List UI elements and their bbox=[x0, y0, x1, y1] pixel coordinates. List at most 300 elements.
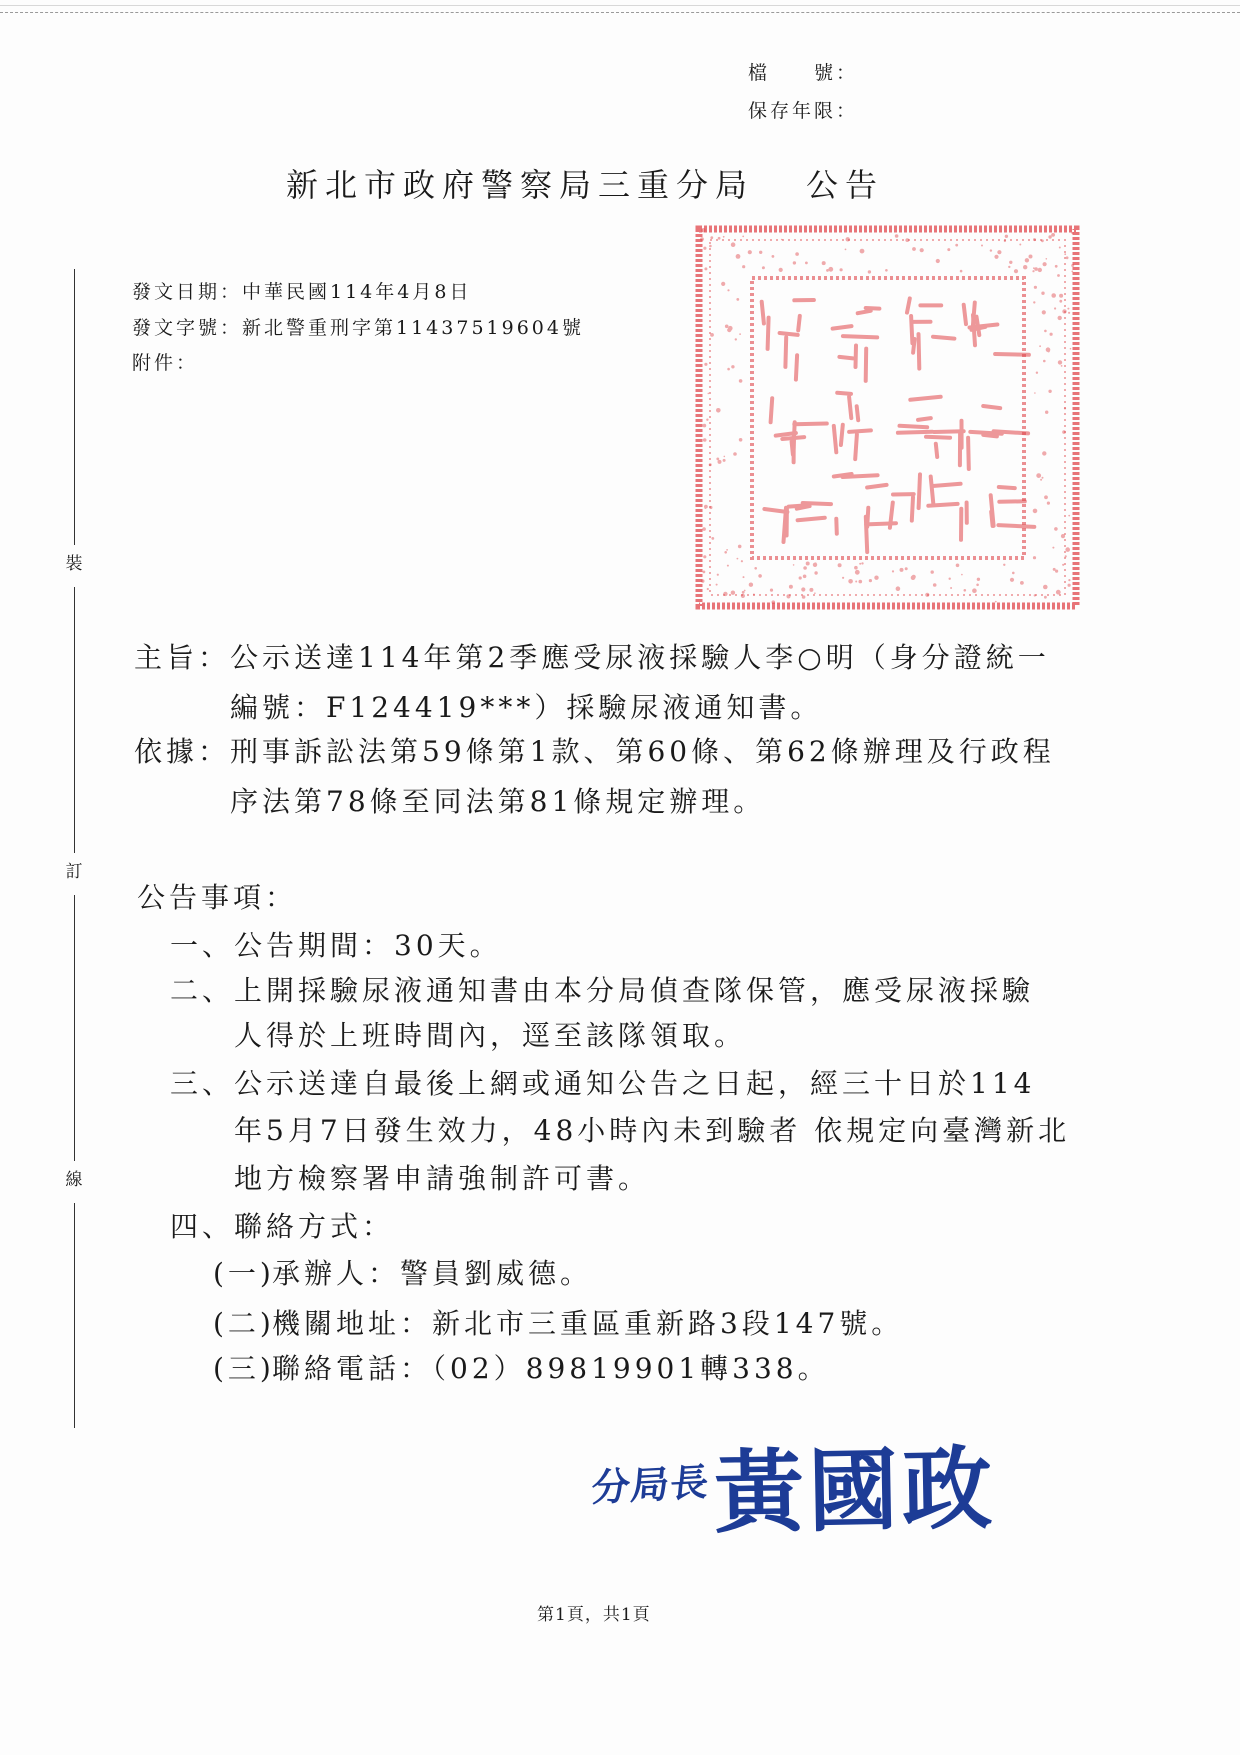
seal-glyph-stroke bbox=[780, 333, 798, 335]
signature-name: 黃國政 bbox=[713, 1435, 997, 1547]
seal-speck bbox=[739, 438, 743, 442]
seal-speck bbox=[1071, 264, 1074, 267]
seal-speck bbox=[770, 589, 773, 592]
seal-speck bbox=[726, 549, 728, 551]
contact-marker: (一) bbox=[213, 1257, 275, 1290]
seal-speck bbox=[892, 570, 894, 572]
seal-glyph-stroke bbox=[784, 508, 787, 542]
seal-glyph-stroke bbox=[919, 474, 920, 508]
seal-glyph-group bbox=[762, 298, 1035, 552]
seal-speck bbox=[960, 270, 963, 273]
notice-item-marker: 二、 bbox=[170, 974, 235, 1007]
seal-speck bbox=[1058, 316, 1062, 320]
seal-speck bbox=[711, 537, 714, 540]
notice-item-marker: 一、 bbox=[170, 929, 235, 962]
seal-glyph-stroke bbox=[973, 303, 975, 330]
seal-speck bbox=[1046, 347, 1051, 352]
seal-glyph-stroke bbox=[867, 508, 868, 527]
seal-speck bbox=[947, 248, 950, 251]
notice-item-line: 公示送達自最後上網或通知公告之日起，經三十日於114 bbox=[234, 1067, 1036, 1100]
seal-speck bbox=[708, 393, 710, 395]
seal-speck bbox=[1058, 360, 1062, 364]
retention-period-label: 保存年限： bbox=[748, 100, 859, 122]
seal-speck bbox=[1010, 578, 1014, 582]
seal-speck bbox=[859, 580, 863, 584]
seal-speck bbox=[1053, 568, 1056, 571]
seal-glyph-stroke bbox=[983, 406, 1000, 408]
seal-speck bbox=[741, 560, 743, 562]
seal-speck bbox=[1059, 300, 1062, 303]
seal-speck bbox=[716, 408, 721, 413]
seal-speck bbox=[1034, 392, 1036, 394]
seal-glyph-stroke bbox=[836, 519, 837, 534]
seal-glyph-stroke bbox=[798, 316, 800, 331]
seal-speck bbox=[803, 575, 807, 579]
seal-speck bbox=[716, 584, 718, 586]
seal-speck bbox=[1033, 556, 1036, 559]
seal-speck bbox=[1071, 271, 1073, 273]
seal-speck bbox=[1012, 572, 1015, 575]
seal-speck bbox=[1062, 430, 1066, 434]
seal-glyph-stroke bbox=[936, 444, 937, 457]
seal-speck bbox=[1065, 547, 1070, 552]
seal-speck bbox=[772, 600, 776, 604]
seal-glyph-stroke bbox=[926, 437, 950, 438]
seal-speck bbox=[724, 551, 727, 554]
seal-speck bbox=[738, 545, 742, 549]
seal-speck bbox=[802, 595, 806, 599]
seal-speck bbox=[707, 588, 709, 590]
seal-speck bbox=[1044, 330, 1047, 333]
seal-speck bbox=[739, 379, 743, 383]
seal-speck bbox=[813, 563, 817, 567]
seal-speck bbox=[1051, 233, 1055, 237]
seal-outer-border-inner-edge bbox=[710, 240, 1065, 595]
seal-speck bbox=[874, 576, 878, 580]
seal-speck bbox=[733, 452, 737, 456]
subject-line: 公示送達114年第2季應受尿液採驗人李○明（身分證統一 bbox=[230, 641, 1050, 674]
seal-speck bbox=[1005, 235, 1008, 238]
seal-speck bbox=[705, 507, 707, 509]
seal-speck bbox=[803, 566, 807, 570]
seal-speck bbox=[779, 268, 783, 272]
seal-glyph-stroke bbox=[776, 433, 796, 436]
seal-speck bbox=[995, 601, 997, 603]
seal-speck bbox=[1034, 286, 1037, 289]
seal-glyph-stroke bbox=[794, 424, 827, 425]
seal-speck bbox=[912, 247, 916, 251]
notice-item-marker: 三、 bbox=[170, 1067, 235, 1100]
seal-glyph-stroke bbox=[900, 426, 928, 428]
seal-speck bbox=[895, 234, 899, 238]
seal-speck bbox=[1046, 258, 1048, 260]
seal-speck bbox=[727, 565, 729, 567]
seal-speck bbox=[1054, 527, 1058, 531]
seal-speck bbox=[1057, 274, 1060, 277]
seal-speck bbox=[716, 458, 719, 461]
seal-speck bbox=[709, 506, 712, 509]
seal-glyph-stroke bbox=[834, 426, 837, 452]
binding-label-top: 裝 bbox=[65, 554, 83, 574]
seal-glyph-stroke bbox=[768, 318, 769, 349]
seal-speck bbox=[781, 239, 783, 241]
seal-glyph-stroke bbox=[789, 505, 808, 506]
contact-marker: (二) bbox=[213, 1307, 275, 1340]
seal-glyph-stroke bbox=[968, 438, 969, 469]
seal-speck bbox=[1036, 473, 1041, 478]
seal-speck bbox=[1033, 509, 1038, 514]
subject-line: 編號：F124419***）採驗尿液通知書。 bbox=[230, 691, 823, 724]
seal-speck bbox=[1042, 477, 1044, 479]
seal-speck bbox=[997, 250, 1001, 254]
seal-speck bbox=[1061, 534, 1065, 538]
attachment-label: 附件： bbox=[132, 352, 199, 374]
seal-speck bbox=[1064, 407, 1066, 409]
seal-speck bbox=[1004, 240, 1006, 242]
seal-glyph-stroke bbox=[798, 518, 825, 521]
seal-speck bbox=[710, 333, 714, 337]
seal-speck bbox=[1068, 312, 1070, 314]
seal-glyph-stroke bbox=[995, 354, 1029, 355]
seal-speck bbox=[710, 236, 713, 239]
seal-speck bbox=[709, 463, 712, 466]
seal-glyph-stroke bbox=[998, 525, 1034, 527]
seal-speck bbox=[1047, 502, 1050, 505]
seal-glyph-stroke bbox=[912, 497, 913, 520]
notice-item-line: 公告期間：30天。 bbox=[234, 929, 502, 962]
seal-speck bbox=[1008, 266, 1010, 268]
seal-speck bbox=[1056, 590, 1061, 595]
seal-speck bbox=[718, 237, 721, 240]
seal-speck bbox=[1054, 307, 1056, 309]
seal-speck bbox=[1059, 247, 1061, 249]
seal-speck bbox=[1034, 594, 1036, 596]
notice-item-marker: 四、 bbox=[170, 1210, 235, 1243]
seal-speck bbox=[735, 338, 737, 340]
seal-speck bbox=[1044, 495, 1048, 499]
seal-speck bbox=[840, 268, 843, 271]
seal-speck bbox=[1070, 348, 1072, 350]
seal-speck bbox=[964, 589, 967, 592]
basis-line: 刑事訴訟法第59條第1款、第60條、第62條辦理及行政程 bbox=[230, 735, 1055, 768]
seal-glyph-stroke bbox=[782, 437, 804, 439]
seal-speck bbox=[721, 282, 725, 286]
seal-speck bbox=[931, 570, 934, 573]
seal-speck bbox=[838, 563, 842, 567]
signature-title: 分局長 bbox=[589, 1458, 712, 1511]
seal-speck bbox=[1023, 265, 1027, 269]
seal-speck bbox=[814, 571, 817, 574]
seal-speck bbox=[754, 567, 757, 570]
seal-glyph-stroke bbox=[841, 425, 843, 445]
notice-item-line: 上開採驗尿液通知書由本分局偵查隊保管，應受尿液採驗 bbox=[234, 974, 1035, 1007]
seal-glyph-stroke bbox=[919, 334, 920, 369]
seal-speck bbox=[753, 594, 755, 596]
seal-speck bbox=[1065, 555, 1067, 557]
seal-speck bbox=[1048, 390, 1051, 393]
seal-speck bbox=[718, 460, 722, 464]
seal-glyph-stroke bbox=[856, 346, 857, 368]
seal-glyph-stroke bbox=[933, 484, 961, 486]
seal-speck bbox=[1064, 253, 1066, 255]
seal-speck bbox=[1050, 333, 1053, 336]
contact-address: 機關地址：新北市三重區重新路3段147號。 bbox=[272, 1307, 904, 1340]
seal-speck bbox=[1067, 308, 1069, 310]
seal-speck bbox=[772, 255, 775, 258]
seal-speck bbox=[789, 585, 793, 589]
seal-speck bbox=[1041, 239, 1044, 242]
page-number: 第1頁，共1頁 bbox=[537, 1605, 651, 1625]
seal-speck bbox=[742, 265, 745, 268]
seal-speck bbox=[814, 592, 816, 594]
seal-glyph-stroke bbox=[855, 434, 857, 459]
seal-glyph-stroke bbox=[837, 393, 851, 394]
seal-speck bbox=[1029, 255, 1033, 259]
seal-speck bbox=[701, 228, 705, 232]
seal-speck bbox=[801, 587, 805, 591]
seal-speck bbox=[703, 247, 706, 250]
seal-speck bbox=[1068, 579, 1070, 581]
seal-speck bbox=[1059, 294, 1063, 298]
seal-speck bbox=[809, 588, 813, 592]
seal-glyph-stroke bbox=[785, 337, 786, 367]
seal-speck bbox=[1042, 451, 1046, 455]
top-dashed-rule bbox=[0, 12, 1240, 13]
seal-speck bbox=[1003, 564, 1005, 566]
seal-speck bbox=[905, 567, 908, 570]
seal-glyph-stroke bbox=[994, 431, 1029, 433]
contact-marker: (三) bbox=[213, 1352, 275, 1385]
basis-label: 依據： bbox=[134, 735, 231, 768]
seal-glyph-stroke bbox=[910, 397, 940, 400]
seal-speck bbox=[1043, 262, 1047, 266]
seal-speck bbox=[731, 242, 736, 247]
seal-speck bbox=[1052, 547, 1054, 549]
seal-speck bbox=[911, 575, 916, 580]
seal-speck bbox=[701, 579, 704, 582]
seal-inner-border bbox=[752, 278, 1024, 558]
seal-speck bbox=[743, 576, 745, 578]
seal-speck bbox=[949, 578, 951, 580]
seal-speck bbox=[860, 249, 865, 254]
seal-speck bbox=[744, 590, 746, 592]
seal-speck bbox=[822, 261, 826, 265]
notice-item-line: 人得於上班時間內，逕至該隊領取。 bbox=[234, 1019, 747, 1052]
seal-glyph-stroke bbox=[983, 435, 997, 437]
seal-speck bbox=[925, 593, 929, 597]
notice-item-line: 年5月7日發生效力，48小時內未到驗者 依規定向臺灣新北 bbox=[234, 1114, 1071, 1147]
seal-speck bbox=[1039, 345, 1041, 347]
reference-number: 發文字號：新北警重刑字第11437519604號 bbox=[132, 317, 584, 339]
seal-speck bbox=[859, 563, 861, 565]
contact-person: 承辦人：警員劉威德。 bbox=[272, 1257, 593, 1290]
seal-speck bbox=[748, 250, 752, 254]
contact-phone: 聯絡電話：（02）89819901轉338。 bbox=[272, 1352, 830, 1385]
seal-speck bbox=[936, 259, 940, 263]
seal-glyph-stroke bbox=[898, 432, 932, 433]
seal-speck bbox=[731, 365, 734, 368]
seal-speck bbox=[1061, 365, 1063, 367]
seal-glyph-stroke bbox=[866, 349, 867, 381]
seal-speck bbox=[905, 238, 909, 242]
seal-speck bbox=[1043, 585, 1048, 590]
seal-speck bbox=[806, 562, 810, 566]
seal-speck bbox=[1020, 581, 1024, 585]
seal-glyph-stroke bbox=[999, 487, 1015, 488]
seal-speck bbox=[700, 237, 704, 241]
seal-speck bbox=[1066, 256, 1069, 259]
issue-date: 發文日期：中華民國114年4月8日 bbox=[132, 281, 472, 303]
seal-glyph-stroke bbox=[913, 339, 915, 353]
basis-line: 序法第78條至同法第81條規定辦理。 bbox=[230, 785, 766, 818]
seal-glyph-stroke bbox=[792, 442, 793, 455]
binding-line-segment bbox=[74, 895, 75, 1161]
seal-speck bbox=[703, 438, 707, 442]
seal-speck bbox=[1038, 268, 1042, 272]
notice-item-line: 聯絡方式： bbox=[234, 1210, 395, 1243]
seal-speck bbox=[845, 249, 847, 251]
seal-speck bbox=[900, 568, 904, 572]
binding-line-segment bbox=[74, 1203, 75, 1428]
seal-speck bbox=[727, 368, 730, 371]
seal-speck bbox=[981, 245, 983, 247]
seal-glyph-stroke bbox=[857, 406, 859, 420]
seal-speck bbox=[709, 245, 712, 248]
seal-speck bbox=[1043, 360, 1046, 363]
seal-glyph-stroke bbox=[843, 475, 878, 477]
seal-speck bbox=[799, 576, 802, 579]
seal-speck bbox=[793, 564, 795, 566]
seal-speck bbox=[1044, 596, 1047, 599]
seal-speck bbox=[1032, 270, 1034, 272]
seal-speck bbox=[848, 579, 853, 584]
seal-glyph-stroke bbox=[977, 317, 980, 335]
seal-speck bbox=[723, 459, 726, 462]
scan-edge-line bbox=[0, 5, 1240, 6]
seal-speck bbox=[1042, 310, 1046, 314]
file-number-label: 檔 號： bbox=[748, 62, 859, 84]
seal-speck bbox=[976, 584, 979, 587]
seal-speck bbox=[842, 577, 844, 579]
binding-line-segment bbox=[74, 269, 75, 545]
seal-glyph-stroke bbox=[866, 308, 880, 309]
seal-glyph-stroke bbox=[843, 336, 877, 337]
seal-speck bbox=[793, 261, 796, 264]
seal-speck bbox=[1055, 265, 1058, 268]
seal-speck bbox=[786, 594, 790, 598]
seal-speck bbox=[896, 586, 901, 591]
seal-speck bbox=[1009, 261, 1012, 264]
seal-speck bbox=[1071, 232, 1073, 234]
seal-speck bbox=[702, 527, 706, 531]
seal-glyph-stroke bbox=[849, 430, 871, 432]
seal-glyph-stroke bbox=[771, 398, 773, 422]
seal-glyph-stroke bbox=[867, 485, 887, 488]
seal-glyph-stroke bbox=[796, 355, 797, 379]
seal-speck bbox=[1034, 267, 1038, 271]
seal-speck bbox=[1033, 238, 1036, 241]
seal-speck bbox=[869, 579, 872, 582]
seal-speck bbox=[1068, 515, 1070, 517]
seal-speck bbox=[749, 583, 753, 587]
seal-glyph-stroke bbox=[964, 305, 966, 324]
seal-speck bbox=[703, 424, 707, 428]
seal-speck bbox=[739, 333, 741, 335]
seal-speck bbox=[805, 262, 808, 265]
seal-outer-border bbox=[699, 229, 1076, 606]
seal-speck bbox=[736, 298, 739, 301]
seal-speck bbox=[977, 578, 980, 581]
seal-speck bbox=[846, 237, 850, 241]
seal-speck bbox=[704, 363, 707, 366]
seal-glyph-stroke bbox=[839, 357, 853, 359]
page-title-document-type: 公告 bbox=[806, 166, 885, 204]
seal-glyph-stroke bbox=[931, 477, 934, 504]
seal-speck bbox=[758, 574, 762, 578]
notice-item-line: 地方檢察署申請強制許可書。 bbox=[234, 1162, 651, 1195]
seal-speck bbox=[703, 571, 706, 574]
seal-glyph-stroke bbox=[833, 326, 852, 329]
seal-glyph-stroke bbox=[933, 337, 954, 339]
seal-speck bbox=[1062, 309, 1066, 313]
seal-speck bbox=[950, 587, 952, 589]
seal-speck bbox=[717, 574, 719, 576]
seal-speck bbox=[955, 244, 958, 247]
seal-speck bbox=[731, 591, 735, 595]
seal-speck bbox=[737, 558, 739, 560]
seal-speck bbox=[972, 588, 977, 593]
official-seal bbox=[694, 224, 1081, 611]
seal-speck bbox=[956, 564, 960, 568]
seal-speck bbox=[1036, 372, 1038, 374]
seal-speck bbox=[1040, 479, 1042, 481]
seal-speck bbox=[741, 594, 745, 598]
seal-speck bbox=[706, 419, 708, 421]
notice-heading: 公告事項： bbox=[137, 881, 298, 914]
seal-glyph-stroke bbox=[918, 418, 931, 420]
seal-speck bbox=[742, 236, 744, 238]
seal-speck bbox=[885, 269, 888, 272]
seal-speck bbox=[1045, 411, 1048, 414]
seal-glyph-stroke bbox=[907, 298, 910, 312]
seal-speck bbox=[994, 255, 998, 259]
seal-glyph-stroke bbox=[858, 311, 871, 313]
seal-speck bbox=[1068, 584, 1071, 587]
seal-speck bbox=[868, 270, 871, 273]
seal-speck bbox=[1019, 244, 1021, 246]
seal-speck bbox=[861, 562, 863, 564]
subject-label: 主旨： bbox=[134, 641, 231, 674]
binding-label-middle: 訂 bbox=[65, 862, 83, 882]
seal-speck bbox=[728, 326, 733, 331]
seal-speck-group bbox=[700, 228, 1074, 604]
seal-speck bbox=[795, 252, 799, 256]
seal-speck bbox=[1041, 292, 1044, 295]
seal-speck bbox=[704, 267, 707, 270]
seal-speck bbox=[920, 248, 924, 252]
seal-speck bbox=[742, 591, 745, 594]
seal-speck bbox=[1051, 293, 1056, 298]
seal-speck bbox=[1033, 301, 1035, 303]
seal-speck bbox=[1048, 235, 1051, 238]
page-title-organization: 新北市政府警察局三重分局 bbox=[286, 166, 755, 204]
seal-speck bbox=[828, 267, 833, 272]
seal-speck bbox=[855, 570, 860, 575]
seal-speck bbox=[855, 581, 857, 583]
seal-speck bbox=[1025, 258, 1029, 262]
binding-label-bottom: 線 bbox=[65, 1170, 83, 1190]
seal-speck bbox=[933, 583, 937, 587]
